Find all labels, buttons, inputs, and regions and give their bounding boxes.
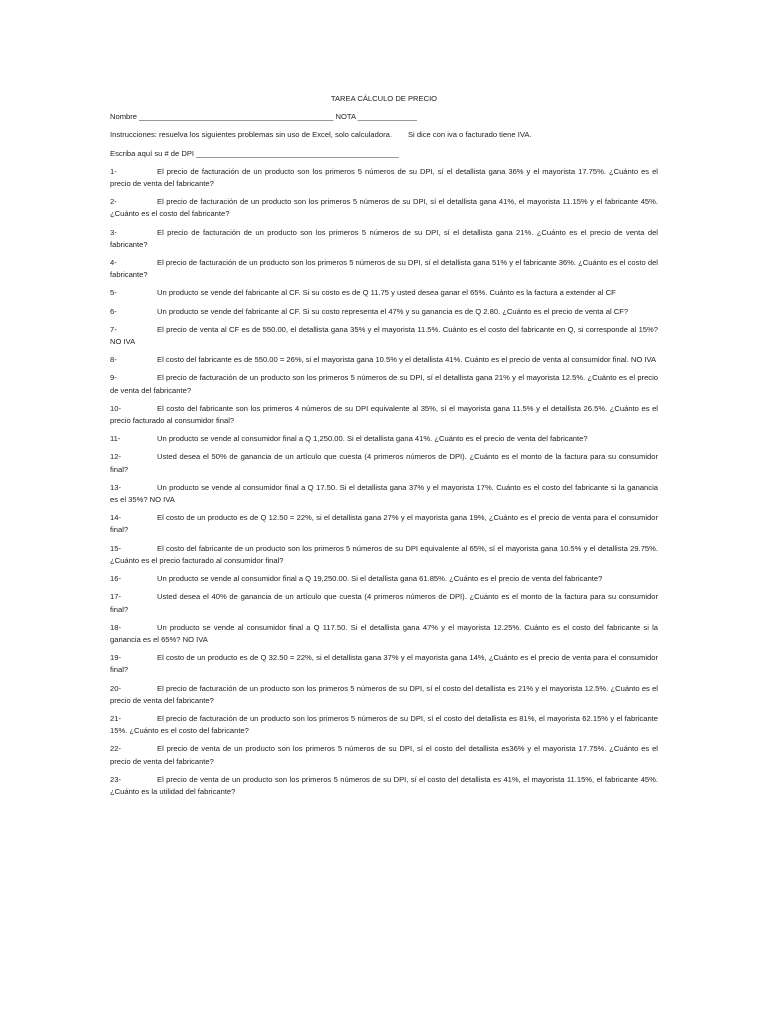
problem-number: 9- bbox=[110, 373, 117, 383]
problem-number: 2- bbox=[110, 197, 117, 207]
problem-text: El precio de facturación de un producto son los primeros 5 números de su DPI, sí el costo del detallista es 21% y el mayorista 12.5%. ¿Cuánto es el precio de venta del fabricante? bbox=[110, 683, 658, 705]
document-title: TAREA CÁLCULO DE PRECIO bbox=[330, 94, 438, 103]
problem-text: Un producto se vende del fabricante al CF. Si su costo es de Q 11.75 y usted desea ganar el 65%. Cuánto es la factura a extender al CF bbox=[157, 288, 616, 298]
problem-item bbox=[110, 573, 658, 585]
problem-number: 14- bbox=[110, 513, 121, 523]
problem-item bbox=[110, 403, 658, 427]
problem-number: 4- bbox=[110, 258, 117, 268]
problem-item bbox=[110, 652, 658, 676]
problem-item bbox=[110, 683, 658, 707]
problem-item bbox=[110, 451, 658, 475]
problem-text: Un producto se vende al consumidor final a Q 117.50. Si el detallista gana 47% y el mayorista 12.25%. Cuánto es el costo del fabricante si la ganancia es el 65%? NO IVA bbox=[110, 622, 658, 644]
problem-number: 22- bbox=[110, 744, 121, 754]
instructions-text: Instrucciones: resuelva los siguientes problemas sin uso de Excel, solo calculadora. bbox=[110, 130, 392, 140]
problem-number: 11- bbox=[110, 434, 121, 444]
problem-text: Un producto se vende al consumidor final a Q 1,250.00. Si el detallista gana 41%. ¿Cuánto es el precio de venta del fabricante? bbox=[157, 434, 588, 444]
problem-item bbox=[110, 372, 658, 396]
problem-number: 20- bbox=[110, 683, 121, 693]
problem-number: 5- bbox=[110, 288, 117, 298]
problem-text: Un producto se vende al consumidor final a Q 17.50. Si el detallista gana 37% y el mayorista 17%. Cuánto es el costo del fabricante si la ganancia es el 35%? NO IVA bbox=[110, 482, 658, 505]
problem-text: El precio de facturación de un producto son los primeros 5 números de su DPI, sí el detallista gana 51% y el fabricante 36%. ¿Cuánto es el costo del fabricante? bbox=[110, 258, 658, 280]
problem-number: 21- bbox=[110, 713, 121, 723]
problem-number: 7- bbox=[110, 324, 117, 334]
problem-text: El costo de un producto es de Q 32.50 = 22%, si el detallista gana 37% y el mayorista gana 14%, ¿Cuánto es el precio de venta para el consumidor final? bbox=[110, 653, 658, 675]
instructions-line bbox=[110, 129, 658, 141]
problem-item bbox=[110, 257, 658, 281]
problem-text: El precio de venta de un producto son los primeros 5 números de su DPI, sí el costo del detallista es36% y el mayorista 17.75%. ¿Cuánto es el precio de venta del fabricante? bbox=[110, 744, 658, 766]
problem-text: El costo del fabricante son los primeros 4 números de su DPI equivalente al 35%, sí el mayorista gana 11.5% y el detallista 26.5%. ¿Cuánto es el precio facturado al consumidor final? bbox=[110, 403, 658, 426]
problem-item bbox=[110, 306, 658, 318]
problem-item bbox=[110, 622, 658, 646]
problem-item bbox=[110, 482, 658, 506]
dpi-line: Escriba aquí su # de DPI ________________________________________________ bbox=[110, 148, 399, 158]
problem-item bbox=[110, 433, 658, 445]
iva-note: Si dice con iva o facturado tiene IVA. bbox=[407, 130, 532, 140]
problem-text: Usted desea el 50% de ganancia de un artículo que cuesta (4 primeros números de DPI). ¿Cuánto es el monto de la factura para su consumidor final? bbox=[110, 452, 658, 474]
document-page bbox=[110, 93, 658, 804]
problem-number: 19- bbox=[110, 653, 121, 663]
problem-number: 3- bbox=[110, 227, 117, 237]
problem-number: 18- bbox=[110, 622, 121, 632]
problem-item bbox=[110, 713, 658, 737]
problem-number: 12- bbox=[110, 452, 121, 462]
problem-list bbox=[110, 166, 658, 798]
problem-item bbox=[110, 354, 658, 366]
problem-item bbox=[110, 743, 658, 767]
problem-number: 17- bbox=[110, 592, 121, 602]
problem-number: 23- bbox=[110, 774, 121, 784]
problem-item bbox=[110, 166, 658, 190]
problem-text: El precio de facturación de un producto son los primeros 5 números de su DPI, sí el costo del detallista es 81%, el mayorista 62.15% y el fabricante 15%. ¿Cuánto es el costo del fabricante? bbox=[110, 713, 658, 736]
problem-text: El precio de venta de un producto son los primeros 5 números de su DPI, sí el costo del detallista es 41%, el mayorista 11.15%, el fabricante 45%. ¿Cuánto es la utilidad del fabricante? bbox=[110, 774, 658, 796]
problem-item bbox=[110, 591, 658, 615]
name-grade-line: Nombre ______________________________________________ NOTA ______________ bbox=[110, 112, 417, 122]
problem-item bbox=[110, 512, 658, 536]
problem-number: 1- bbox=[110, 166, 117, 176]
problem-number: 13- bbox=[110, 482, 121, 492]
problem-number: 10- bbox=[110, 403, 121, 413]
problem-text: El precio de facturación de un producto son los primeros 5 números de su DPI, sí el detallista gana 41%, el mayorista 11.15% y el fabricante 45%. ¿Cuánto es el costo del fabricante? bbox=[110, 197, 658, 219]
problem-text: Un producto se vende al consumidor final a Q 19,250.00. Si el detallista gana 61.85%. ¿Cuánto es el precio de venta del fabricante? bbox=[157, 574, 603, 584]
problem-text: El precio de facturación de un producto son los primeros 5 números de su DPI, sí el detallista gana 36% y el mayorista 17.75%. ¿Cuánto es el precio de venta del fabricante? bbox=[110, 166, 658, 189]
problem-text: Un producto se vende del fabricante al CF. Si su costo representa el 47% y su ganancia es de Q 2.80. ¿Cuánto es el precio de venta al CF? bbox=[157, 306, 629, 316]
problem-item bbox=[110, 324, 658, 348]
problem-item bbox=[110, 196, 658, 220]
problem-item bbox=[110, 287, 658, 299]
problem-item bbox=[110, 227, 658, 251]
problem-text: Usted desea el 40% de ganancia de un artículo que cuesta (4 primeros números de DPI). ¿Cuánto es el monto de la factura para su consumidor final? bbox=[110, 592, 658, 614]
problem-number: 15- bbox=[110, 543, 121, 553]
problem-text: El costo del fabricante de un producto son los primeros 5 números de su DPI equivalente al 65%, sí el mayorista gana 10.5% y el detallista 29.75%. ¿Cuánto es el precio facturado al consumidor final? bbox=[110, 543, 658, 565]
problem-number: 16- bbox=[110, 574, 121, 584]
problem-text: El costo del fabricante es de 550.00 = 26%, si el mayorista gana 10.5% y el detallista 41%. Cuánto es el precio de venta al consumidor final. NO IVA bbox=[157, 355, 657, 365]
problem-text: El precio de facturación de un producto son los primeros 5 números de su DPI, sí el detallista gana 21%. ¿Cuánto es el precio de venta del fabricante? bbox=[110, 227, 658, 249]
problem-text: El costo de un producto es de Q 12.50 = 22%, si el detallista gana 27% y el mayorista gana 19%, ¿Cuánto es el precio de venta para el consumidor final? bbox=[110, 513, 658, 535]
problem-text: El precio de venta al CF es de 550.00, el detallista gana 35% y el mayorista 11.5%. Cuánto es el costo del fabricante en Q, si corresponde al 15%? NO IVA bbox=[110, 324, 658, 347]
problem-text: El precio de facturación de un producto son los primeros 5 números de su DPI, sí el detallista gana 21% y el mayorista 12.5%. ¿Cuánto es el precio de venta del fabricante? bbox=[110, 373, 658, 395]
problem-number: 8- bbox=[110, 355, 117, 365]
problem-item bbox=[110, 774, 658, 798]
problem-item bbox=[110, 543, 658, 567]
problem-number: 6- bbox=[110, 306, 117, 316]
